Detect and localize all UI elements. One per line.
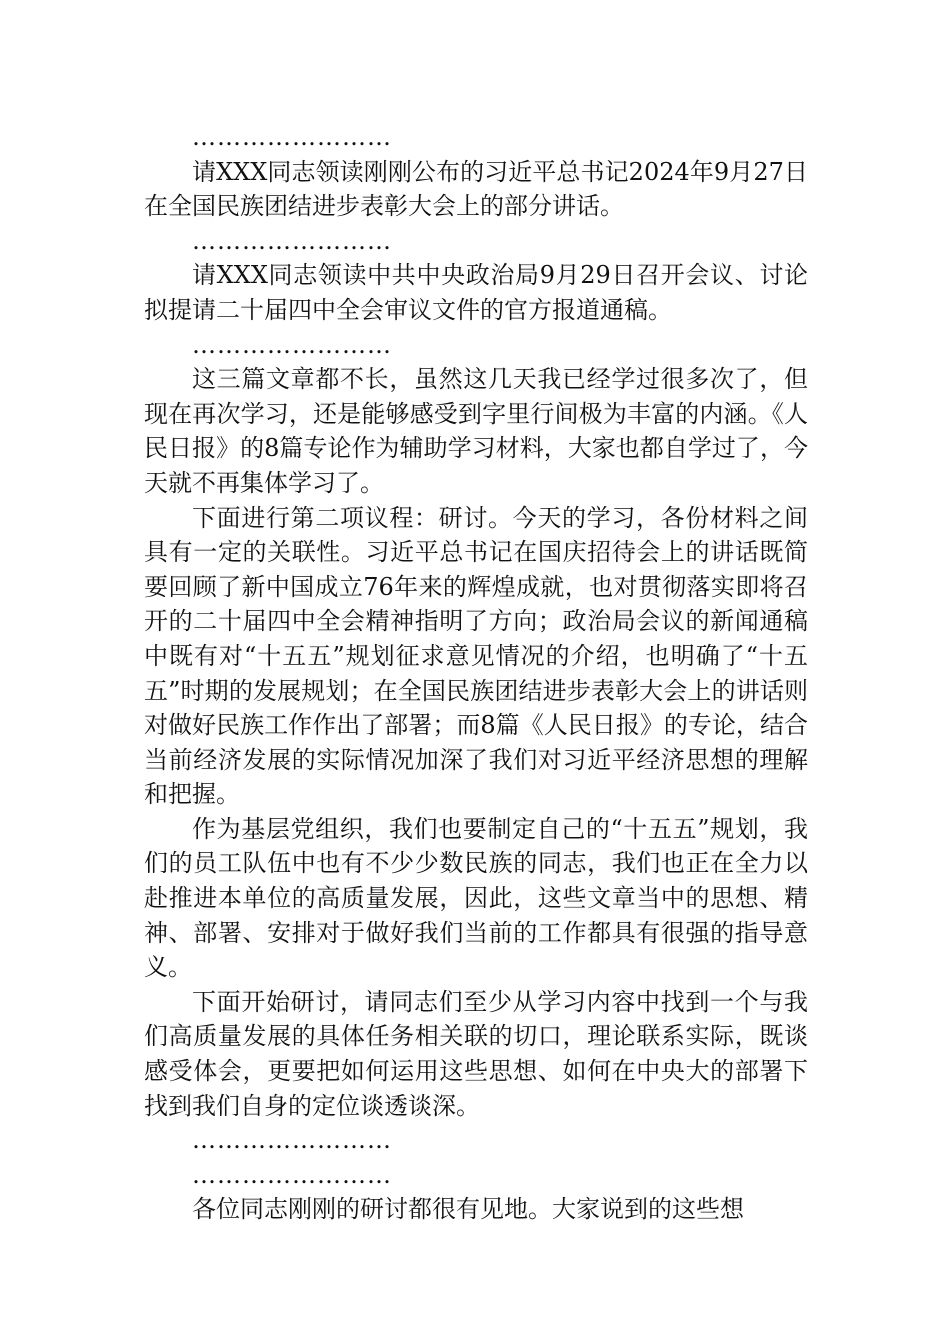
- ellipsis-separator: ……………………: [192, 330, 392, 359]
- ellipsis-separator: ……………………: [192, 123, 392, 151]
- paragraph-second-agenda: 下面进行第二项议程：研讨。今天的学习，各份材料之间具有一定的关联性。习近平总书记在国庆招待会上的讲话既简要回顾了新中国成立76年来的辉煌成就，也对贯彻落实即将召开的二十届四中全会精神指明了方向；政治局会议的新闻通稿中既有对“十五五”规划征求意见情况的介绍，也明确了“十五五”时期的发展规划；在全国民族团结进步表彰大会上的讲话则对做好民族工作作出了部署；而8篇《人民日报》的专论，结合当前经济发展的实际情况加深了我们对习近平经济思想的理解和把握。: [144, 503, 808, 809]
- paragraph-three-articles: 这三篇文章都不长，虽然这几天我已经学过很多次了，但现在再次学习，还是能够感受到字里行间极为丰富的内涵。《人民日报》的8篇专论作为辅助学习材料，大家也都自学过了，今天就不再集体学习了。: [144, 365, 808, 497]
- paragraph-grassroots: 作为基层党组织，我们也要制定自己的“十五五”规划，我们的员工队伍中也有不少少数民族的同志，我们也正在全力以赴推进本单位的高质量发展，因此，这些文章当中的思想、精神、部署、安排对于做好我们当前的工作都具有很强的指导意义。: [144, 814, 808, 982]
- paragraph-summary: 各位同志刚刚的研讨都很有见地。大家说到的这些想: [192, 1195, 744, 1224]
- ellipsis-separator: ……………………: [192, 226, 392, 255]
- paragraph-reading-politburo: 请XXX同志领读中共中央政治局9月29日召开会议、讨论拟提请二十届四中全会审议文件的官方报道通稿。: [144, 261, 808, 324]
- paragraph-discussion-start: 下面开始研讨，请同志们至少从学习内容中找到一个与我们高质量发展的具体任务相关联的切口，理论联系实际，既谈感受体会，更要把如何运用这些思想、如何在中央大的部署下找到我们自身的定位谈透谈深。: [144, 987, 808, 1120]
- document-body: [144, 120, 808, 1227]
- ellipsis-separator: ……………………: [192, 1160, 392, 1189]
- ellipsis-separator: ……………………: [192, 1126, 392, 1155]
- paragraph-reading-speech: 请XXX同志领读刚刚公布的习近平总书记2024年9月27日在全国民族团结进步表彰大会上的部分讲话。: [144, 157, 808, 221]
